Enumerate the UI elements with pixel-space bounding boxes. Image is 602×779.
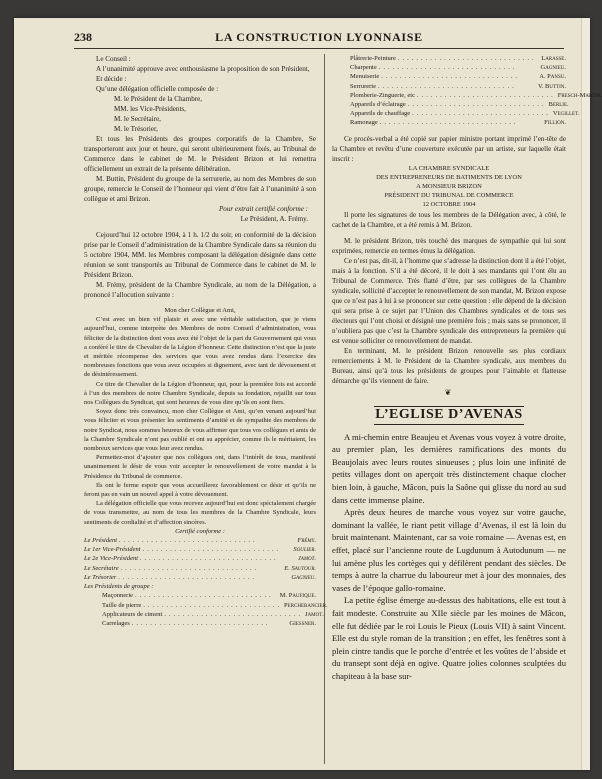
speech-paragraph: C’est avec un bien vif plaisir et avec une véritable satisfaction, que je viens aujourd’hui, comme interprète des Membres de notre Conseil d’administration, vous féliciter de la distinction dont vous avez été l’objet de la part du Gouvernement qui vous a conféré le titre de Chevalier de la Légion d’honneur. Cette distinction n’est que la juste et méritée récompense des services que vous avez rendus dans l’exercice des nombreuses fonctions que vous avez occupées si dignement, avec tant de dévouement et de désintéressement.: [84, 316, 316, 379]
group-label: Maçonnerie: [102, 592, 134, 600]
group-label: Appareils d’éclairage: [350, 101, 406, 109]
inscription-line: A MONSIEUR BRIZON: [416, 183, 482, 191]
group-row: Applicateurs de ciment .............................. Jamot.: [102, 610, 324, 618]
group-label: Appareils de chauffage: [350, 110, 411, 118]
speech-paragraph: Ils ont le ferme espoir que vous accueillerez favorablement ce désir et qu’ils ne feront pas en vain un nouvel appel à votre dévouement.: [84, 481, 316, 499]
group-name: Fillion.: [544, 119, 566, 127]
inscription-line: LA CHAMBRE SYNDICALE: [408, 164, 490, 172]
paragraph: M. le président Brizon, très touché des marques de sympathie qui lui sont exprimées, remercie en termes émus la délégation.: [332, 236, 566, 255]
group-label: Applicateurs de ciment: [102, 610, 163, 618]
group-row: Appareils d’éclairage .............................. Berlie.: [350, 101, 569, 109]
group-name: A. Pansu.: [539, 73, 566, 81]
officer-title: Le 1er Vice-Président: [84, 546, 141, 554]
officer-row: Le Président .............................. Frémy.: [84, 537, 316, 545]
speech-paragraph: Permettez-moi d’ajouter que nos collègues ont, dans l’intérêt de tous, manifesté unanimement le désir de vous voir accepter le renouvellement de votre mandat à la Présidence du Tribunal de commerce.: [84, 454, 316, 480]
paragraph: Ce n’est pas, dit-il, à l’homme que s’adresse la distinction dont il a été l’objet, mais à la fonction. S’il a été décoré, il le doit à ses mandants qui l’ont élu au Tribunal de Commerce. Très flatté d’être, par ses collègues de la Chambre syndicale, sollicité d’accepter le renouvellement de son mandat, M. Brizon expose que ce n’est pas à lui à se prononcer sur cette question : elle dépend de la décision qui sera prise à ce sujet par l’Union des Chambres syndicales et de tous ses électeurs qui l’ont choisi et désigné une première fois ; mais sans se prononcer, il n’oubliera pas que c’est la Chambre syndicale des entrepreneurs la première qui est venue solliciter ce renouvellement de mandat.: [332, 256, 566, 345]
paragraph: Ce procès-verbal a été copié sur papier ministre portant imprimé l’en-tête de la Chambre et revêtu d’une couverture exécutée par un artiste, sur laquelle était inscrit :: [332, 134, 566, 163]
group-label: Plomberie-Zinguerie, etc: [350, 91, 415, 99]
page-number: 238: [74, 30, 92, 44]
article-paragraph: Après deux heures de marche vous voyez sur votre gauche, dominant la vallée, le riant petit village d’Avenas, il est là loin du bruit maintenant. Maintenant, car sa voie romaine — Avenas est, en effet, placé sur l’ancienne route de Lugdunum à Autodunum — ne lui amène plus les cortèges qui y défilèrent pendant des siècles. De temps à autre la charrue du laboureur met à jour des monnaies, des vases de l’époque gallo-romaine.: [332, 507, 566, 593]
running-header: [74, 30, 564, 46]
group-label: Taille de pierre: [102, 601, 142, 609]
group-row: Menuiserie .............................. A. Pansu.: [350, 73, 566, 81]
officer-title: Le Trésorier: [84, 573, 117, 581]
group-name: Berlie.: [548, 101, 569, 109]
group-row: Taille de pierre .............................. Perchebancier.: [102, 601, 328, 609]
article-paragraph: La petite église émerge au-dessus des habitations, elle est tout à fait modeste. Construite au XIIe siècle par les moines de Mâcon, elle fut dédiée par le roi Louis le Pieux (Louis VII) à saint Vincent. Elle est du style roman de la transition ; en effet, les fenêtres sont à plein cintre tandis que le porche d’entrée et les voûtes de l’abside et du transept sont déjà en ogive. Quatre jolies colonnes sculptées du chapiteau à la base sur-: [332, 595, 566, 681]
inscription-line: PRÉSIDENT DU TRIBUNAL DE COMMERCE: [384, 192, 514, 200]
journal-title: LA CONSTRUCTION LYONNAISE: [215, 30, 423, 44]
right-column: [332, 54, 602, 683]
group-name: Vegillet.: [552, 110, 580, 118]
certification-line: Pour extrait certifié conforme :: [218, 205, 308, 213]
paragraph: M. Buttin, Président du groupe de la serrurerie, au nom des Membres de son groupe, remercie le Conseil de l’honneur qui vient d’être fait à l’unanimité à son collègue et ami Brizon.: [84, 175, 316, 203]
salutation: Mon cher Collègue et Ami,: [164, 307, 236, 314]
groups-heading: Les Présidents de groupe :: [84, 583, 154, 591]
delegation-member: M. le Président de la Chambre,: [114, 95, 203, 103]
officer-name: Jamot.: [297, 555, 316, 563]
column-divider: [324, 54, 325, 764]
paragraph: Et tous les Présidents des groupes corporatifs de la Chambre, Se transporteront aux jour et heure, qui seront ultérieurement fixés, au Tribunal de Commerce dans le cabinet de M. le Président Brizon et lui remettra officiellement un extrait de la présente délibération.: [84, 135, 316, 173]
delegation-member: M. le Secrétaire,: [114, 115, 161, 123]
certification-heading: Certifié conforme :: [175, 527, 225, 535]
paragraph: Cejourd’hui 12 octobre 1904, à 1 h. 1/2 du soir, en conformité de la décision prise par le Conseil d’administration de la Chambre Syndicale dans sa réunion du 5 octobre 1904, MM. les Membres composant la délégation désignée dans cette réunion se sont transportés au Tribunal de Commerce dans le cabinet de M. le Président Brizon.: [84, 231, 316, 279]
officer-name: E. Sautour.: [284, 564, 316, 572]
paragraph: A l’unanimité approuve avec enthousiasme la proposition de son Président,: [96, 65, 310, 73]
group-row: Plomberie-Zinguerie, etc .............................. Fresch-Martin.: [350, 91, 602, 99]
group-row: Serrurerie .............................. V. Buttin.: [350, 82, 566, 90]
paragraph: Et décide :: [96, 75, 127, 83]
group-name: Giessner.: [289, 619, 316, 627]
officer-title: Le 2e Vice-Président: [84, 555, 139, 563]
group-row: Plâtrerie-Peinture .............................. Larasse.: [350, 55, 566, 62]
group-row: Charpente .............................. Gagnieu.: [350, 64, 566, 72]
group-label: Carrelages: [102, 619, 130, 627]
group-label: Menuiserie: [350, 73, 380, 81]
speech-paragraph: La délégation officielle que vous recevez aujourd’hui est donc spécialement chargée de vous transmettre, au nom de tous les membres de la Chambre Syndicale, leurs sentiments de cordialité et d’affection sincères.: [84, 500, 316, 526]
officer-row: Le Secrétaire .............................. E. Sautour.: [84, 564, 316, 572]
officer-name: Frémy.: [297, 537, 316, 545]
group-name: Jamot.: [305, 610, 324, 618]
speech-paragraph: Ce titre de Chevalier de la Légion d’honneur, qui, pour la première fois est accordé à l’un des membres de notre Chambre Syndicale, depuis sa fondation, rejaillit sur tous nos Collègues du Syndicat, qui sont heureux de vous dire qu’ils en sont fiers.: [84, 380, 316, 407]
paragraph: M. Frémy, président de la Chambre Syndicale, au nom de la Délégation, a prononcé l’allocution suivante :: [84, 281, 316, 299]
group-name: Fresch-Martin.: [557, 91, 602, 99]
officer-title: Le Président: [84, 537, 118, 545]
officer-row: Le Trésorier .............................. Gagnieu.: [84, 573, 316, 581]
paragraph: Le Conseil :: [96, 55, 131, 63]
inscription-line: DES ENTREPRENEURS DE BATIMENTS DE LYON: [376, 173, 522, 181]
signature-line: Le Président, A. Frémy.: [240, 215, 308, 223]
group-row: Carrelages .............................. Giessner.: [102, 619, 316, 627]
group-name: M. Paufique.: [279, 592, 316, 600]
group-label: Serrurerie: [350, 82, 376, 90]
paragraph: Il porte les signatures de tous les membres de la Délégation avec, à côté, le cachet de la Chambre, et a été remis à M. Brizon.: [332, 210, 566, 229]
inscription-date: 12 OCTOBRE 1904: [422, 201, 476, 209]
group-row: Appareils de chauffage .............................. Vegillet.: [350, 110, 580, 118]
page-edge: [581, 18, 590, 770]
paragraph: En terminant, M. le président Brizon renouvelle ses plus cordiaux remerciements à M. le Président de la Chambre syndicale, aux membres du Bureau, ainsi qu’à tous les présidents de groupes pour l’aimable et flatteuse démarche qu’ils viennent de faire.: [332, 346, 566, 385]
group-name: Gagnieu.: [540, 64, 566, 72]
officer-title: Le Secrétaire: [84, 564, 119, 572]
article-title-box: [374, 406, 524, 425]
officer-name: Soulier.: [293, 546, 316, 554]
group-label: Ramonage: [350, 119, 378, 127]
officer-row: Le 1er Vice-Président .............................. Soulier.: [84, 546, 316, 554]
group-label: Plâtrerie-Peinture: [350, 55, 396, 62]
left-column: [84, 54, 328, 628]
delegation-member: MM. les Vice-Présidents,: [114, 105, 186, 113]
header-rule: [74, 48, 564, 49]
separator-ornament: ❦: [444, 387, 454, 397]
page: [14, 18, 602, 770]
article-title: L’EGLISE D’AVENAS: [375, 406, 523, 422]
group-name: V. Buttin.: [537, 82, 566, 90]
paragraph: Qu’une délégation officielle composée de :: [96, 85, 219, 93]
delegation-member: M. le Trésorier,: [114, 125, 158, 133]
article-paragraph: A mi-chemin entre Beaujeu et Avenas vous voyez à votre droite, au premier plan, les dernières ramifications des monts du Beaujolais avec leurs routes sinueuses ; plus loin une infinité de petits villages dont on aperçoit très distinctement chaque clocher bien loin, à gauche, Mâcon, puis la Saône qui glisse du nord au sud dans cette immense plaine.: [332, 431, 566, 505]
speech-paragraph: Soyez donc très convaincu, mon cher Collègue et Ami, qu’en venant aujourd’hui vous féliciter et vous présenter les sentiments d’amitié et de sympathie des membres de notre Syndicat, nous sommes heureux de vous affirmer que tous vos collègues et amis de la Chambre Syndicale n’ont pas oublié et ont su apprécier, comme ils le méritaient, les nombreux services que vous leur avez rendus.: [84, 408, 316, 453]
group-name: Perchebancier.: [284, 601, 328, 609]
group-row: Ramonage .............................. Fillion.: [350, 119, 566, 127]
group-label: Charpente: [350, 64, 377, 72]
group-name: Larasse.: [541, 55, 566, 62]
officer-row: Le 2e Vice-Président .............................. Jamot.: [84, 555, 316, 563]
officer-name: Gagnieu.: [291, 573, 316, 581]
group-row: Maçonnerie .............................. M. Paufique.: [102, 592, 316, 600]
